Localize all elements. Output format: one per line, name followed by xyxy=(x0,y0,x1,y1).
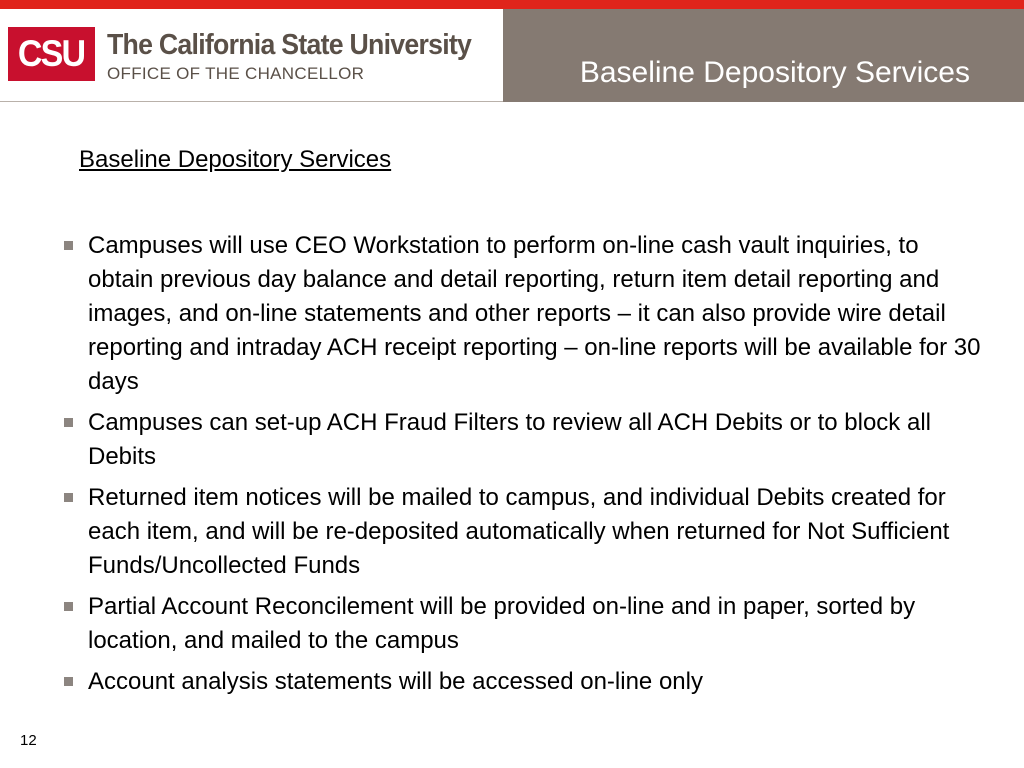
square-bullet-icon xyxy=(64,493,73,502)
university-name: The California State University xyxy=(107,29,472,61)
square-bullet-icon xyxy=(64,418,73,427)
bullet-item xyxy=(62,481,982,583)
office-name: OFFICE OF THE CHANCELLOR xyxy=(107,64,365,83)
square-bullet-icon xyxy=(64,602,73,611)
top-accent-bar xyxy=(0,0,1024,9)
bullet-item xyxy=(62,229,982,399)
bullet-text: Account analysis statements will be accessed on-line only xyxy=(88,668,703,695)
bullet-text: Returned item notices will be mailed to campus, and individual Debits created for each item, and will be re-deposited automatically when returned for Not Sufficient Funds/Uncollected Funds xyxy=(88,484,950,579)
slide-title: Baseline Depository Services xyxy=(579,56,970,89)
page-number: 12 xyxy=(20,732,37,749)
bullet-text: Campuses can set-up ACH Fraud Filters to review all ACH Debits or to block all Debits xyxy=(88,409,931,470)
slide-subtitle: Baseline Depository Services xyxy=(79,146,392,173)
bullet-text: Partial Account Reconcilement will be provided on-line and in paper, sorted by location, and mailed to the campus xyxy=(88,593,916,654)
bullet-list xyxy=(62,229,982,706)
csu-logo-text: CSU xyxy=(18,33,85,74)
bullet-item xyxy=(62,665,982,699)
square-bullet-icon xyxy=(64,241,73,250)
csu-logo xyxy=(0,9,503,102)
csu-logo-mark xyxy=(8,27,95,81)
slide-header xyxy=(0,9,1024,102)
bullet-item xyxy=(62,406,982,474)
square-bullet-icon xyxy=(64,677,73,686)
header-title-panel xyxy=(503,9,1024,102)
bullet-text: Campuses will use CEO Workstation to perform on-line cash vault inquiries, to obtain previous day balance and detail reporting, return item detail reporting and images, and on-line statements and other reports – it can also provide wire detail reporting and intraday ACH receipt reporting – on-line reports will be available for 30 days xyxy=(88,232,981,395)
bullet-item xyxy=(62,590,982,658)
